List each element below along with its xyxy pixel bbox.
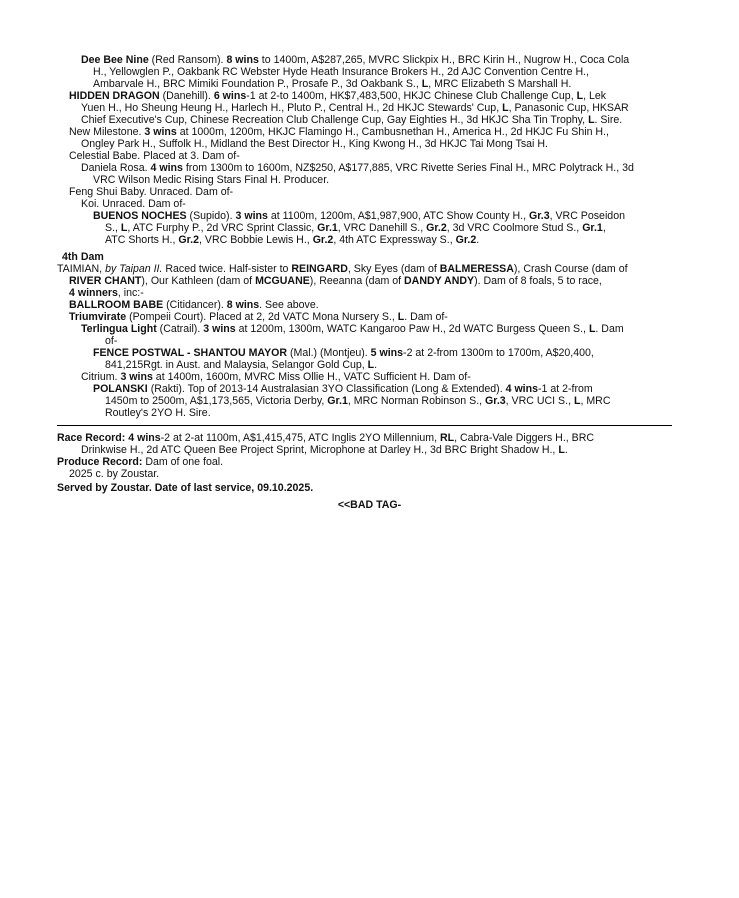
entry-feng-shui-baby: Feng Shui Baby. Unraced. Dam of-: [69, 186, 234, 198]
horse-name: BUENOS NOCHES: [93, 210, 187, 222]
entry-polanski: POLANSKI (Rakti). Top of 2013-14 Australasian 3YO Classification (Long & Extended). 4 wins-1 at 2-from 1450m to 2500m, A$1,173,565, Victoria Derby, Gr.1, MRC Norman Robinson S., Gr.3, VRC UCI S., L, MRC Routley's 2YO H. Sire.: [93, 383, 611, 419]
entry-celestial-babe: Celestial Babe. Placed at 3. Dam of-: [69, 150, 240, 162]
entry-ballroom-babe: BALLROOM BABE (Citidancer). 8 wins. See above.: [69, 299, 319, 311]
entry-terlingua-light: Terlingua Light (Catrail). 3 wins at 1200m, 1300m, WATC Kangaroo Paw H., 2d WATC Burgess Queen S., L. Dam of-: [81, 323, 624, 347]
entry-new-milestone: New Milestone. 3 wins at 1000m, 1200m, HKJC Flamingo H., Cambusnethan H., America H., 2d HKJC Fu Shin H., Ongley Park H., Suffolk H., Midland the Best Director H., King Kwong H., 3d HKJC Tai Mong Tsai H.: [69, 126, 609, 150]
entry-koi: Koi. Unraced. Dam of-: [81, 198, 186, 210]
horse-name: HIDDEN DRAGON: [69, 90, 160, 102]
horse-name: TAIMIAN,: [57, 263, 103, 275]
served-by-line: Served by Zoustar. Date of last service, 09.10.2025.: [57, 482, 314, 494]
horse-name: New Milestone.: [69, 126, 142, 138]
horse-name: Triumvirate: [69, 311, 127, 323]
bad-tag: <<BAD TAG-: [337, 499, 402, 511]
horse-name: POLANSKI: [93, 383, 148, 395]
horse-name: Citrium.: [81, 371, 118, 383]
horse-name: Dee Bee Nine: [81, 54, 149, 66]
horse-name: Terlingua Light: [81, 323, 157, 335]
entry-hidden-dragon: HIDDEN DRAGON (Danehill). 6 wins-1 at 2-to 1400m, HK$7,483,500, HKJC Chinese Club Challenge Cup, L, Lek Yuen H., Ho Sheung Heung H., Harlech H., Pluto P., Central H., 2d HKJC Stewards' Cup, L, Panasonic Cup, HKSAR Chief Executive's Cup, Chinese Recreation Club Challenge Cup, Gay Eighties H., 3d HKJC Sha Tin Trophy, L. Sire.: [69, 90, 629, 126]
entry-dee-bee-nine: Dee Bee Nine (Red Ransom). 8 wins to 1400m, A$287,265, MVRC Slickpix H., BRC Kirin H., Nugrow H., Coca Cola H., Yellowglen P., Oakbank RC Webster Hyde Heath Insurance Brokers H., 2d AJC Convention Centre H., Ambarvale H., BRC Mimiki Foundation P., Prosafe P., 3d Oakbank S., L, MRC Elizabeth S Marshall H.: [81, 54, 630, 90]
entry-taimian: TAIMIAN, by Taipan II. Raced twice. Half-sister to REINGARD, Sky Eyes (dam of BALMERESSA), Crash Course (dam of RIVER CHANT), Our Kathleen (dam of MCGUANE), Reeanna (dam of DANDY ANDY). Dam of 8 foals, 5 to race, 4 winners, inc:-: [57, 263, 628, 299]
horse-name: BALLROOM BABE: [69, 299, 164, 311]
produce-record-label: Produce Record:: [57, 456, 143, 468]
entry-citrium: Citrium. 3 wins at 1400m, 1600m, MVRC Miss Ollie H., VATC Sufficient H. Dam of-: [81, 371, 471, 383]
entry-buenos-noches: BUENOS NOCHES (Supido). 3 wins at 1100m, 1200m, A$1,987,900, ATC Show County H., Gr.3, VRC Poseidon S., L, ATC Furphy P., 2d VRC Sprint Classic, Gr.1, VRC Danehill S., Gr.2, 3d VRC Coolmore Stud S., Gr.1, ATC Shorts H., Gr.2, VRC Bobbie Lewis H., Gr.2, 4th ATC Expressway S., Gr.2.: [93, 210, 625, 246]
horse-name: Daniela Rosa.: [81, 162, 148, 174]
race-record-label: Race Record:: [57, 432, 126, 444]
entry-fence-postwal: FENCE POSTWAL - SHANTOU MAYOR (Mal.) (Montjeu). 5 wins-2 at 2-from 1300m to 1700m, A$20,400, 841,215Rgt. in Aust. and Malaysia, Selangor Gold Cup, L.: [93, 347, 594, 371]
fourth-dam-heading: 4th Dam: [62, 251, 104, 263]
section-divider: [57, 425, 672, 426]
entry-daniela-rosa: Daniela Rosa. 4 wins from 1300m to 1600m, NZ$250, A$177,885, VRC Rivette Series Final H., MRC Polytrack H., 3d VRC Wilson Medic Rising Stars Final H. Producer.: [81, 162, 634, 186]
entry-triumvirate: Triumvirate (Pompeii Court). Placed at 2, 2d VATC Mona Nursery S., L. Dam of-: [69, 311, 448, 323]
produce-record: Produce Record: Dam of one foal. 2025 c. by Zoustar.: [57, 456, 224, 480]
race-record: Race Record: 4 wins-2 at 2-at 1100m, A$1,415,475, ATC Inglis 2YO Millennium, RL, Cabra-Vale Diggers H., BRC Drinkwise H., 2d ATC Queen Bee Project Sprint, Microphone at Darley H., 3d BRC Bright Shadow H., L.: [57, 432, 595, 456]
horse-name: FENCE POSTWAL - SHANTOU MAYOR: [93, 347, 288, 359]
